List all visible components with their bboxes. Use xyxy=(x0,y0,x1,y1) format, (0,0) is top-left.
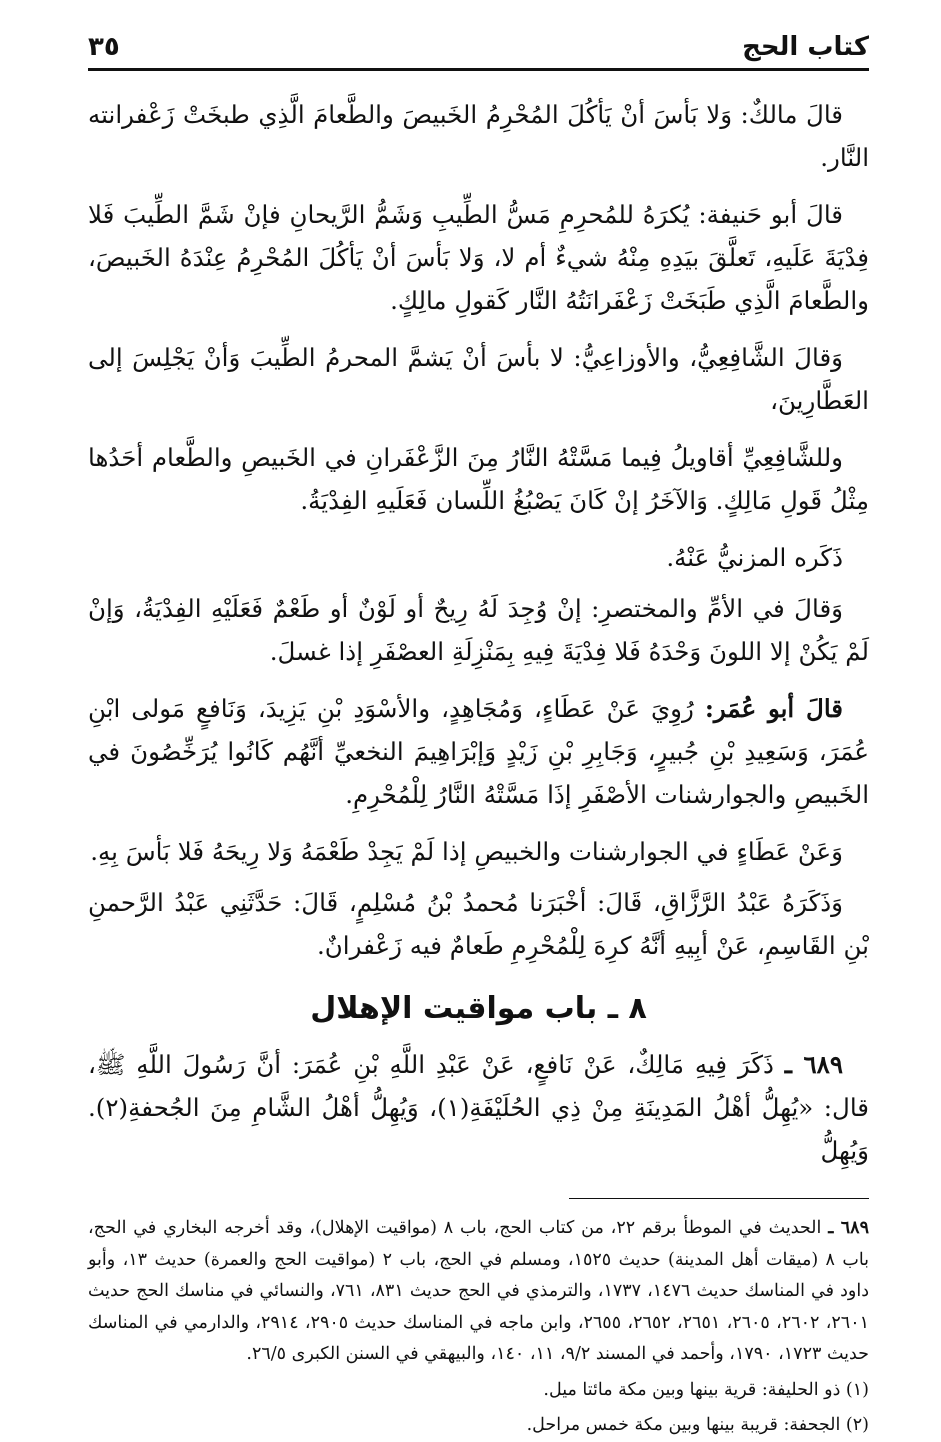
paragraph: وللشَّافِعِيِّ أقاويلُ فِيما مَسَّتْهُ النَّارُ مِنَ الزَّعْفَرانِ في الخَبيصِ والطَّعام أحَدُها مِثْلُ قَولِ مَالِكٍ. وَالآخَرُ إنْ كَانَ يَصْبُغُ اللِّسان فَعَلَيهِ الفِدْيَةُ. xyxy=(88,443,869,515)
paragraph: ذَكَره المزنيُّ عَنْهُ. xyxy=(666,543,843,572)
running-header xyxy=(88,26,869,62)
footnote-text: الحديث في الموطأ برقم ٢٢، من كتاب الحج، باب ٨ (مواقيت الإهلال)، وقد أخرجه البخاري في الحج، باب ٨ (ميقات أهل المدينة) حديث ١٥٢٥، ومسلم في الحج، باب ٢ (مواقيت الحج والعمرة) حديث ١٣، وأبو داود في المناسك حديث ١٤٧٦، ١٧٣٧، والترمذي في الحج حديث ٨٣١، ٧٦١، والنسائي في مناسك الحج حديث ٢٦٠١، ٢٦٠٢، ٢٦٠٥، ٢٦٥١، ٢٦٥٢، ٢٦٥٥، وابن ماجه في المناسك حديث ٢٩٠٥، ٢٩١٤، والدارمي في المناسك حديث ١٧٢٣، ١٧٩٠، وأحمد في المسند ٩/٢، ١١، ١٤٠، والبيهقي في السنن الكبرى ٢٦/٥. xyxy=(88,1218,870,1364)
footnote-2: (٢) الجحفة: قريبة بينها وبين مكة خمس مراحل. xyxy=(526,1415,869,1435)
hadith-689 xyxy=(88,1043,869,1172)
hadith-text: ذَكَرَ فِيهِ مَالِكٌ، عَنْ نَافعٍ، عَنْ عَبْدِ اللَّهِ بْنِ عُمَرَ: أنَّ رَسُولَ اللَّهِ ﷺ، قال: «يُهِلُّ أهْلُ المَدِينَةِ مِنْ ذِي الحُلَيْفَةِ(١)، وَيُهِلُّ أهْلُ الشَّامِ مِنَ الجُحفةِ(٢). وَيُهِلُّ xyxy=(88,1050,869,1165)
footnotes xyxy=(88,1213,869,1442)
paragraph: قالَ مالكٌ: وَلا بَأسَ أنْ يَأكُلَ المُحْرِمُ الخَبيصَ والطَّعامَ الَّذِي طبخَتْ زَعْفرانته النَّار. xyxy=(88,100,869,172)
paragraph: وَقالَ الشَّافِعِيُّ، والأوزاعِيُّ: لا بأسَ أنْ يَشمَّ المحرمُ الطِّيبَ وَأنْ يَجْلِسَ إلى العَطَّارِينَ، xyxy=(88,343,869,415)
footnote-1: (١) ذو الحليفة: قرية بينها وبين مكة مائتا ميل. xyxy=(543,1379,869,1400)
paragraph: وَعَنْ عَطَاءٍ في الجوارشنات والخبيصِ إذا لَمْ يَجِدْ طَعْمَهُ وَلا رِيحَهُ فَلا بَأسَ بِهِ. xyxy=(90,837,843,866)
footnote-hadith-689 xyxy=(88,1213,869,1371)
paragraph: وَقالَ في الأمِّ والمختصرِ: إنْ وُجِدَ لَهُ رِيحٌ أو لَوْنٌ أو طَعْمٌ فَعَلَيْهِ الفِدْيَةُ، وَإنْ لَمْ يَكُنْ إلا اللونَ وَحْدَهُ فَلا فِدْيَةَ فِيهِ بِمَنْزِلَةِ العصْفَرِ إذا غسلَ. xyxy=(88,594,869,666)
page-number: ٣٥ xyxy=(88,32,120,62)
footnote-rule xyxy=(569,1198,869,1199)
chapter-heading: ٨ ـ باب مواقيت الإهلال xyxy=(310,991,647,1026)
book-title: كتاب الحج xyxy=(742,32,869,62)
paragraph: قالَ أبو حَنيفة: يُكرَهُ للمُحرِمِ مَسُّ الطِّيبِ وَشَمُّ الرَّيحانِ فإنْ شَمَّ الطِّيبَ فَلا فِدْيَةَ عَلَيهِ، تَعلَّقَ بيَدِهِ مِنْهُ شيءٌ أم لا، وَلا بَأسَ أنْ يَأكُلَ المُحْرِمُ عِنْدَهُ الخَبيصَ، والطَّعامَ الَّذِي طَبَخَتْ زَعْفَرانَتُهُ النَّار كَقولِ مالِكٍ. xyxy=(88,200,869,315)
header-rule xyxy=(88,68,869,71)
speaker-label: قالَ أبو عُمَر: xyxy=(704,694,843,723)
paragraph-abu-umar: قالَ أبو عُمَر: رُوِيَ عَنْ عَطَاءٍ، وَمُجَاهِدٍ، والأسْوَدِ بْنِ يَزِيدَ، وَنَافعٍ مَولى ابْنِ عُمَرَ، وَسَعِيدِ بْنِ جُبيرٍ، وَجَابِرِ بْنِ زَيْدٍ وَإبْرَاهِيمَ النخعيِّ أنَّهُم كَانُوا يُرَخِّصُونَ في الخَبيصِ والجوارشنات الأصْفَرِ إذَا مَسَّتْهُ النَّارُ لِلْمُحْرِمِ. xyxy=(88,694,869,809)
paragraph: وَذَكَرَهُ عَبْدُ الرَّزَّاقِ، قَالَ: أخْبَرَنا مُحمدُ بْنُ مُسْلِمٍ، قَالَ: حَدَّثَنِي عَبْدُ الرَّحمنِ بْنِ القَاسِمِ، عَنْ أبِيهِ أنَّهُ كرِهَ لِلْمُحْرِمِ طَعامٌ فيه زَعْفرانٌ. xyxy=(88,888,869,960)
footnote-number: ٦٨٩ ـ xyxy=(828,1218,869,1238)
hadith-number: ٦٨٩ ـ xyxy=(784,1050,843,1079)
main-text xyxy=(88,93,869,967)
